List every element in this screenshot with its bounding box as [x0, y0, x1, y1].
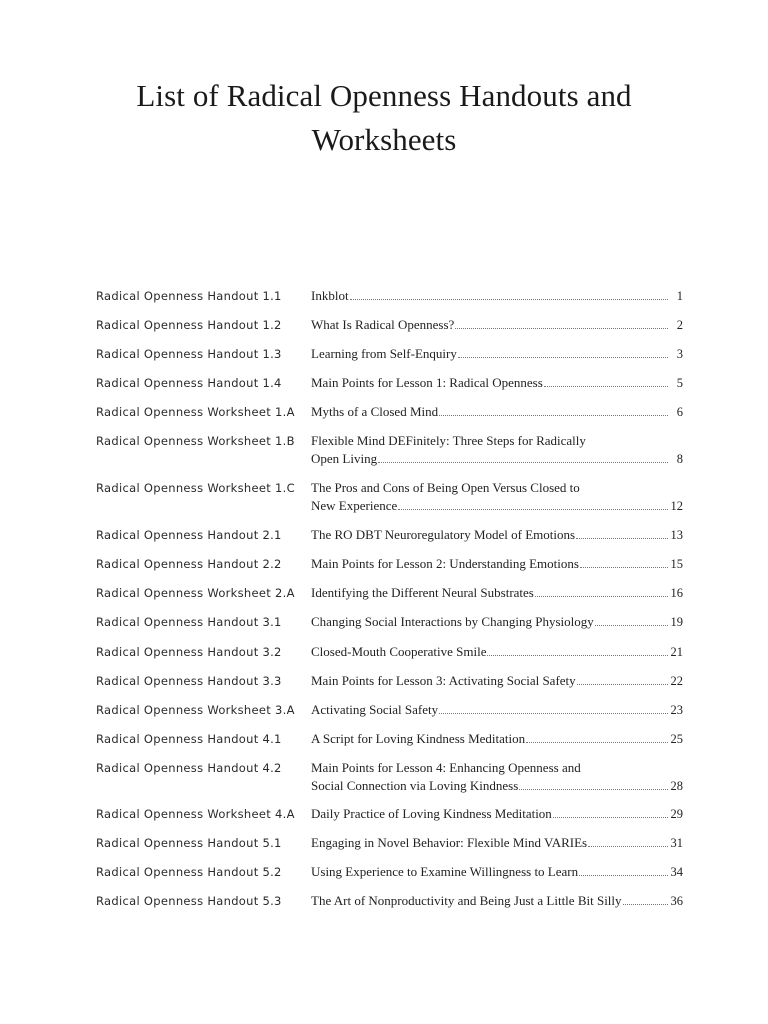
dot-leader	[487, 655, 667, 656]
toc-entry	[311, 432, 683, 468]
dot-leader	[458, 357, 668, 358]
toc-title: Flexible Mind DEFinitely: Three Steps for Radically	[311, 433, 586, 448]
dot-leader	[350, 299, 668, 300]
toc-title: A Script for Loving Kindness Meditation	[311, 731, 526, 746]
toc-entry-line	[311, 643, 683, 661]
toc-entry	[311, 584, 683, 602]
toc-label: Radical Openness Worksheet 1.B	[96, 434, 295, 448]
title-line-1: List of Radical Openness Handouts and	[136, 78, 632, 113]
page-number: 5	[676, 376, 683, 390]
dot-leader	[398, 509, 667, 510]
page-number: 21	[670, 645, 683, 659]
toc-entry-line	[311, 834, 683, 852]
toc-title: Myths of a Closed Mind	[311, 404, 439, 419]
toc-entry-line	[311, 497, 683, 515]
dot-leader	[580, 567, 668, 568]
toc-label: Radical Openness Handout 2.2	[96, 557, 282, 571]
toc-entry-line	[311, 730, 683, 748]
toc-title: Activating Social Safety	[311, 702, 439, 717]
toc-entry	[311, 892, 683, 910]
toc-entry	[311, 345, 683, 363]
toc-title: The Art of Nonproductivity and Being Just a Little Bit Silly	[311, 893, 622, 908]
dot-leader	[623, 904, 668, 905]
toc-title: Using Experience to Examine Willingness to Learn	[311, 864, 579, 879]
toc-entry-line	[311, 777, 683, 795]
toc-title: Closed-Mouth Cooperative Smile	[311, 644, 487, 659]
toc-title: Engaging in Novel Behavior: Flexible Mind VARIEs	[311, 835, 588, 850]
toc-entry	[311, 834, 683, 852]
page-number: 28	[670, 779, 683, 793]
toc-title-continued: Open Living	[311, 451, 378, 466]
page-number: 15	[670, 557, 683, 571]
toc-label: Radical Openness Handout 3.3	[96, 674, 282, 688]
toc-label: Radical Openness Handout 3.1	[96, 615, 282, 629]
dot-leader	[535, 596, 668, 597]
dot-leader	[576, 538, 667, 539]
toc-entry-line	[311, 374, 683, 392]
toc-label: Radical Openness Handout 1.4	[96, 376, 282, 390]
toc-entry	[311, 643, 683, 661]
toc-entry	[311, 701, 683, 719]
toc-title: Learning from Self-Enquiry	[311, 346, 457, 361]
toc-label: Radical Openness Handout 5.1	[96, 836, 282, 850]
dot-leader	[439, 415, 668, 416]
toc-title: Main Points for Lesson 1: Radical Openness	[311, 375, 543, 390]
toc-entry-line	[311, 316, 683, 334]
toc-label: Radical Openness Handout 1.3	[96, 347, 282, 361]
toc-entry	[311, 730, 683, 748]
dot-leader	[579, 875, 667, 876]
toc-label: Radical Openness Handout 4.1	[96, 732, 282, 746]
toc-entry-line	[311, 526, 683, 544]
toc-title: Main Points for Lesson 3: Activating Social Safety	[311, 673, 576, 688]
page-number: 22	[670, 674, 683, 688]
toc-title: The RO DBT Neuroregulatory Model of Emotions	[311, 527, 576, 542]
toc-entry-line	[311, 403, 683, 421]
toc-entry-line	[311, 345, 683, 363]
toc-entry-line	[311, 555, 683, 573]
toc-label: Radical Openness Handout 4.2	[96, 761, 282, 775]
page-number: 6	[676, 405, 683, 419]
toc-label: Radical Openness Worksheet 3.A	[96, 703, 295, 717]
toc-title: Main Points for Lesson 2: Understanding Emotions	[311, 556, 579, 571]
page-number: 8	[676, 452, 683, 466]
toc-entry	[311, 555, 683, 573]
dot-leader	[439, 713, 667, 714]
toc-entry-line	[311, 805, 683, 823]
dot-leader	[526, 742, 667, 743]
toc-entry	[311, 403, 683, 421]
toc-label: Radical Openness Worksheet 2.A	[96, 586, 295, 600]
toc-label: Radical Openness Handout 1.1	[96, 289, 282, 303]
dot-leader	[455, 328, 668, 329]
toc-label: Radical Openness Worksheet 1.C	[96, 481, 295, 495]
toc-entry-line	[311, 701, 683, 719]
toc-entry	[311, 613, 683, 631]
toc-entry	[311, 863, 683, 881]
toc-entry-line	[311, 287, 683, 305]
toc-entry-line	[311, 863, 683, 881]
toc-label: Radical Openness Handout 5.3	[96, 894, 282, 908]
dot-leader	[588, 846, 667, 847]
toc-label: Radical Openness Handout 2.1	[96, 528, 282, 542]
page-number: 23	[670, 703, 683, 717]
toc-entry-line	[311, 613, 683, 631]
toc-entry-line	[311, 584, 683, 602]
page-number: 29	[670, 807, 683, 821]
toc-entry	[311, 672, 683, 690]
page-number: 34	[670, 865, 683, 879]
dot-leader	[577, 684, 668, 685]
toc-entry	[311, 479, 683, 515]
dot-leader	[378, 462, 668, 463]
toc-title: Main Points for Lesson 4: Enhancing Openness and	[311, 760, 581, 775]
toc-label: Radical Openness Worksheet 1.A	[96, 405, 295, 419]
dot-leader	[544, 386, 668, 387]
toc-label: Radical Openness Handout 5.2	[96, 865, 282, 879]
page-number: 2	[676, 318, 683, 332]
toc-entry-line	[311, 432, 683, 450]
page-number: 31	[670, 836, 683, 850]
toc-entry	[311, 759, 683, 795]
page-number: 13	[670, 528, 683, 542]
page-number: 25	[670, 732, 683, 746]
dot-leader	[553, 817, 668, 818]
dot-leader	[595, 625, 668, 626]
toc-title: What Is Radical Openness?	[311, 317, 455, 332]
page-number: 36	[670, 894, 683, 908]
page-number: 16	[670, 586, 683, 600]
page-number: 12	[670, 499, 683, 513]
page-number: 19	[670, 615, 683, 629]
dot-leader	[519, 789, 667, 790]
toc-title: Inkblot	[311, 288, 349, 303]
toc-title: Changing Social Interactions by Changing Physiology	[311, 614, 594, 629]
toc-entry	[311, 526, 683, 544]
toc-title-continued: New Experience	[311, 498, 398, 513]
toc-entry	[311, 287, 683, 305]
page-number: 1	[676, 289, 683, 303]
toc-entry-line	[311, 672, 683, 690]
toc-entry	[311, 316, 683, 334]
toc-entry	[311, 805, 683, 823]
toc-title: Identifying the Different Neural Substrates	[311, 585, 534, 600]
toc-title-continued: Social Connection via Loving Kindness	[311, 778, 519, 793]
page-number: 3	[676, 347, 683, 361]
toc-title: The Pros and Cons of Being Open Versus Closed to	[311, 480, 580, 495]
toc-label: Radical Openness Handout 3.2	[96, 645, 282, 659]
toc-label: Radical Openness Handout 1.2	[96, 318, 282, 332]
toc-title: Daily Practice of Loving Kindness Meditation	[311, 806, 552, 821]
toc-label: Radical Openness Worksheet 4.A	[96, 807, 295, 821]
toc-entry-line	[311, 759, 683, 777]
toc-entry-line	[311, 479, 683, 497]
toc-entry	[311, 374, 683, 392]
toc-entry-line	[311, 892, 683, 910]
title-line-2: Worksheets	[311, 122, 457, 157]
toc-entry-line	[311, 450, 683, 468]
